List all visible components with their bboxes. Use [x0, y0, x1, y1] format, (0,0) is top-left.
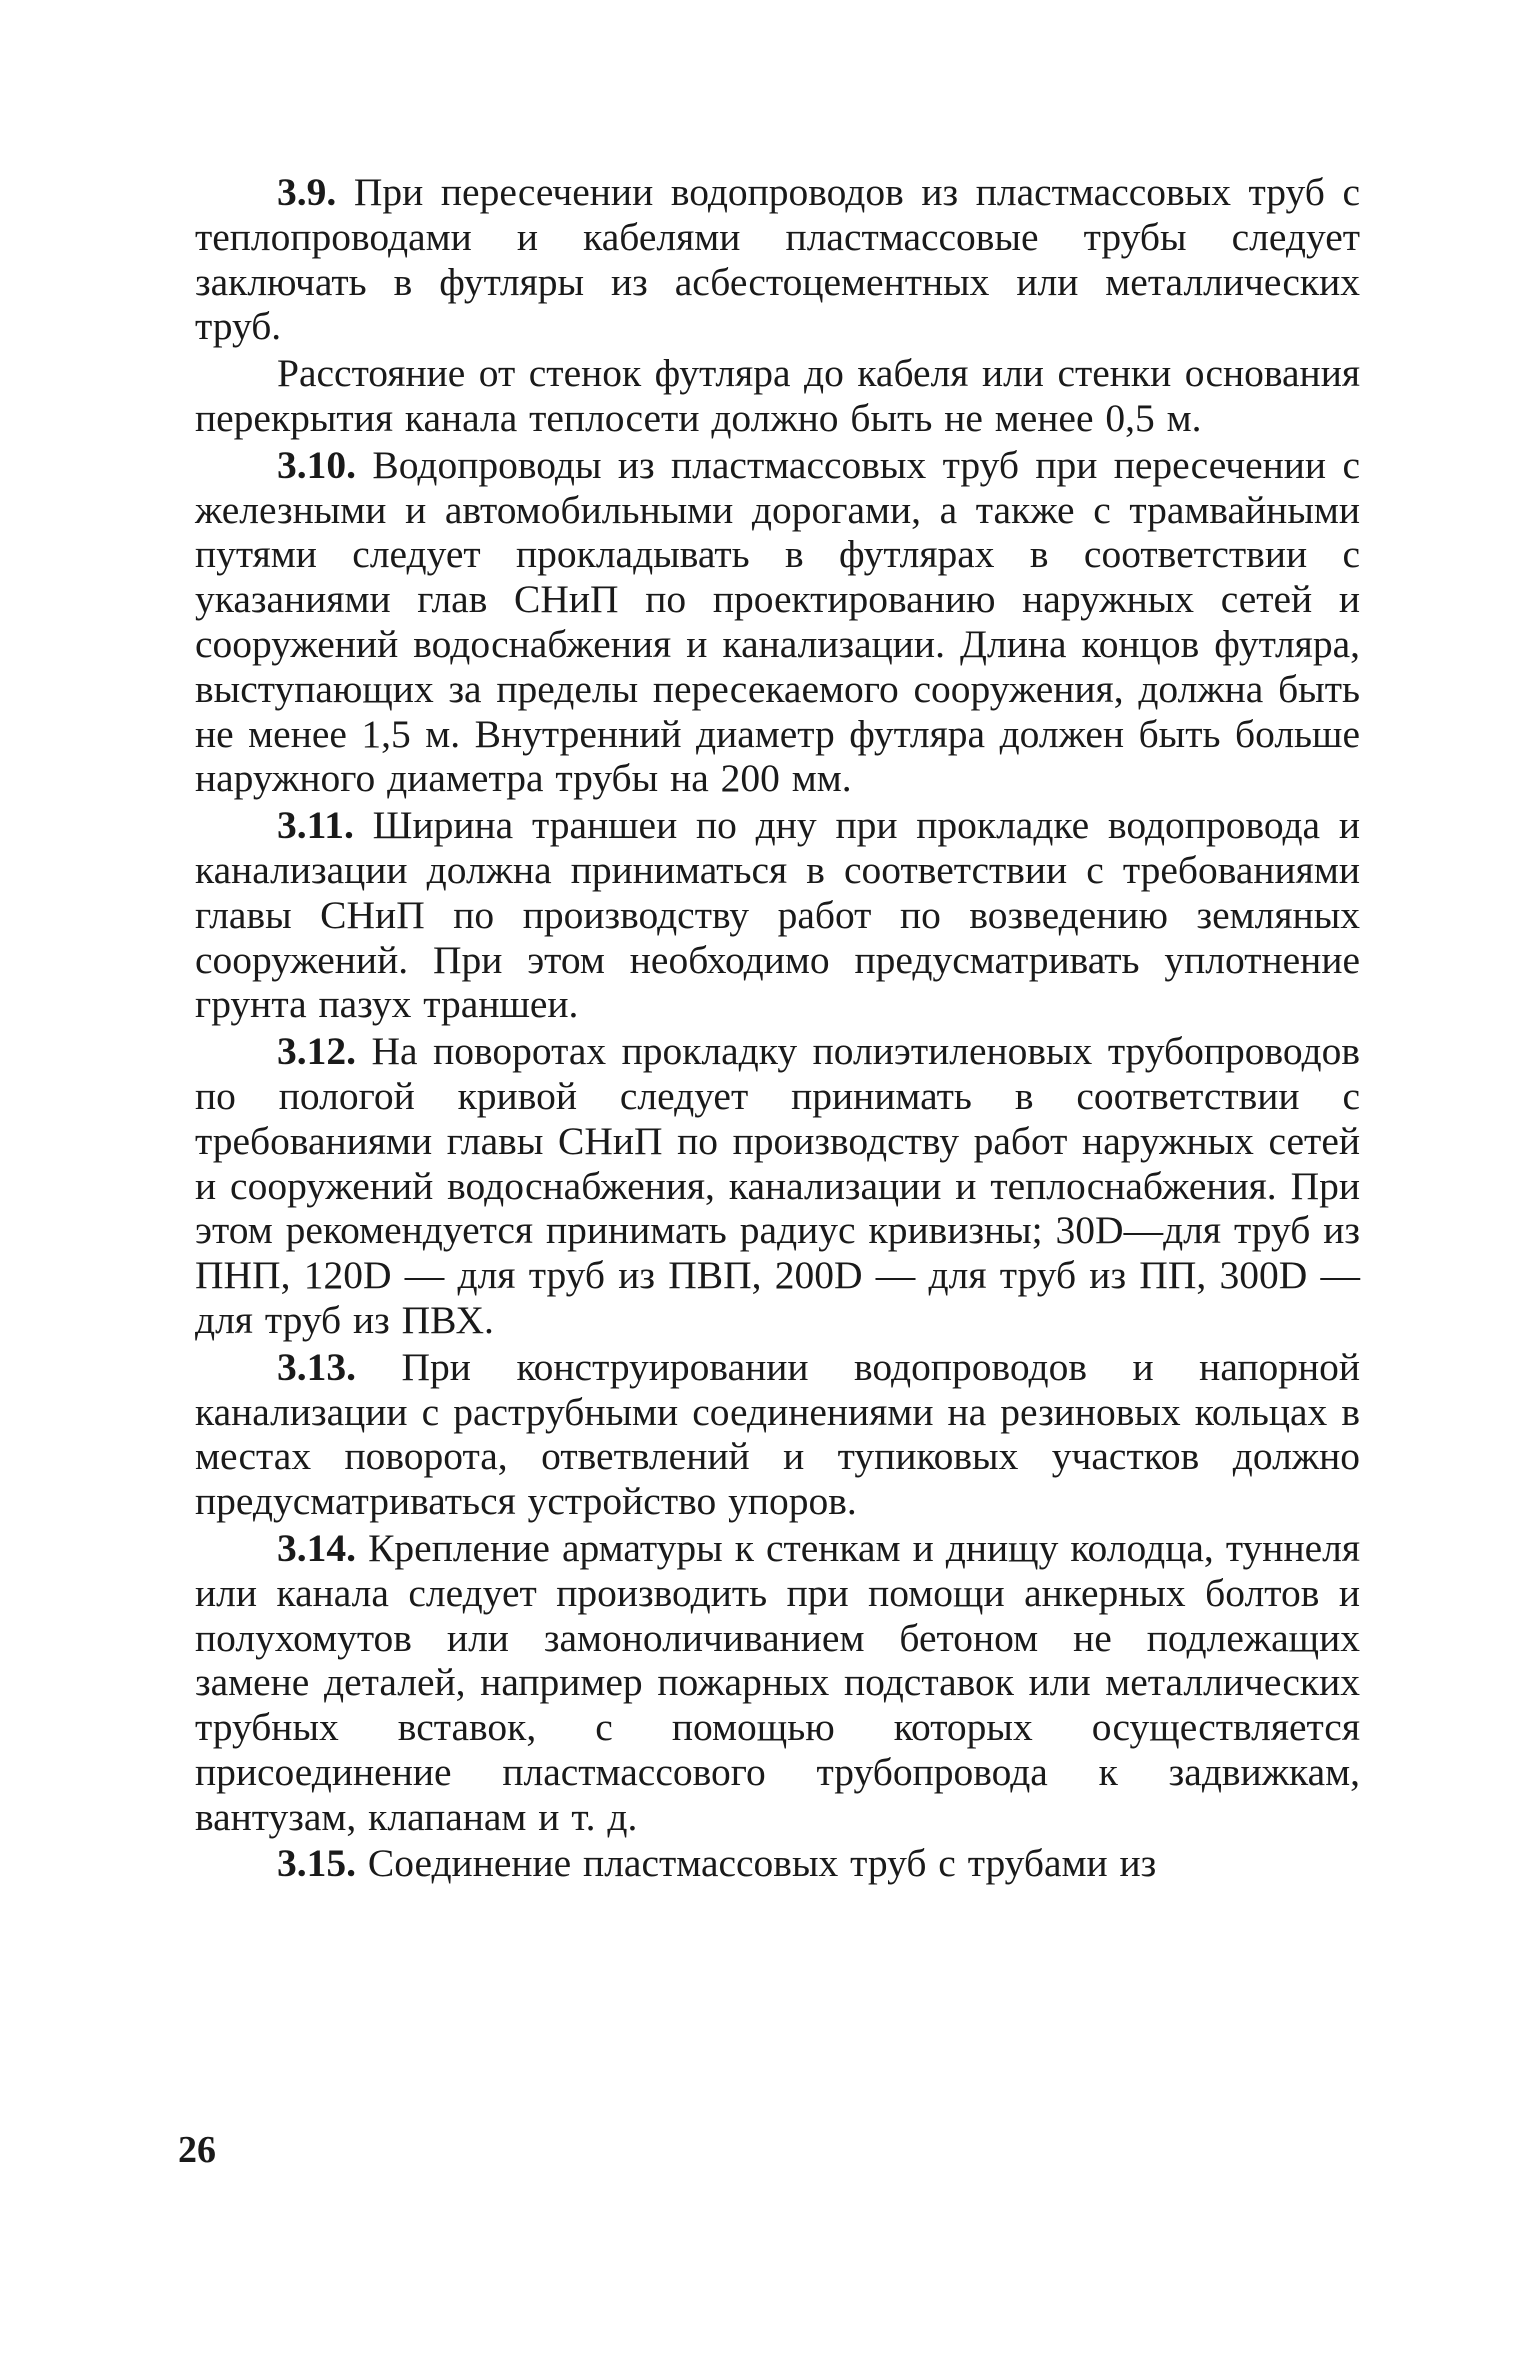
paragraph-3-15 — [195, 1841, 1360, 1886]
section-number: 3.12. — [277, 1029, 356, 1074]
paragraph-text: На поворотах прокладку полиэтиленовых трубопроводов по пологой кривой следует принимать в соответствии с требованиями главы СНиП по производству работ наружных сетей и сооружений водоснабжения, канализации и теплоснабжения. При этом рекомендуется принимать радиус кривизны; 30D—для труб из ПНП, 120D — для труб из ПВП, 200D — для труб из ПП, 300D — для труб из ПВХ. — [195, 1029, 1360, 1342]
paragraph-text: При пересечении водопроводов из пластмассовых труб с теплопроводами и кабелями пластмассовые трубы следует заключать в футляры из асбестоцементных или металлических труб. — [195, 170, 1361, 349]
paragraph-text: Крепление арматуры к стенкам и днищу колодца, туннеля или канала следует производить при помощи анкерных болтов и полухомутов или замоноличиванием бетоном не подлежащих замене деталей, например пожарных подставок или металлических трубных вставок, с помощью которых осуществляется присоединение пластмассового трубопровода к задвижкам, вантузам, клапанам и т. д. — [195, 1525, 1360, 1839]
section-number: 3.13. — [277, 1344, 356, 1389]
paragraph-text: Ширина траншеи по дну при прокладке водопровода и канализации должна приниматься в соответствии с требованиями главы СНиП по производству работ по возведению земляных сооружений. При этом необходимо предусматривать уплотнение грунта пазух траншеи. — [195, 803, 1360, 1027]
section-number: 3.9. — [277, 170, 337, 214]
paragraph-text: При конструировании водопроводов и напорной канализации с раструбными соединениями на резиновых кольцах в местах поворота, ответвлений и тупиковых участков должно предусматриваться устройство упоров. — [195, 1344, 1361, 1524]
paragraph-3-13 — [195, 1345, 1360, 1524]
paragraph-3-14 — [195, 1526, 1360, 1840]
paragraph-3-10 — [195, 443, 1360, 801]
page-body — [195, 170, 1360, 1888]
paragraph-text: Расстояние от стенок футляра до кабеля или стенки основания перекрытия канала теплосети должно быть не менее 0,5 м. — [195, 351, 1360, 440]
paragraph-3-9-continued — [195, 351, 1360, 441]
section-number: 3.10. — [277, 442, 356, 487]
section-number: 3.11. — [277, 803, 354, 848]
paragraph-3-9 — [195, 170, 1360, 349]
paragraph-text: Соединение пластмассовых труб с трубами из — [367, 1841, 1157, 1886]
paragraph-3-12 — [195, 1029, 1360, 1343]
section-number: 3.14. — [277, 1525, 356, 1570]
section-number: 3.15. — [277, 1841, 356, 1886]
page-number: 26 — [178, 2129, 216, 2171]
paragraph-3-11 — [195, 803, 1360, 1027]
paragraph-text: Водопроводы из пластмассовых труб при пересечении с железными и автомобильными дорогами, а также с трамвайными путями следует прокладывать в футлярах в соответствии с указаниями глав СНиП по проектированию наружных сетей и сооружений водоснабжения и канализации. Длина концов футляра, выступающих за пределы пересекаемого сооружения, должна быть не менее 1,5 м. Внутренний диаметр футляра должен быть больше наружного диаметра трубы на 200 мм. — [195, 442, 1360, 801]
